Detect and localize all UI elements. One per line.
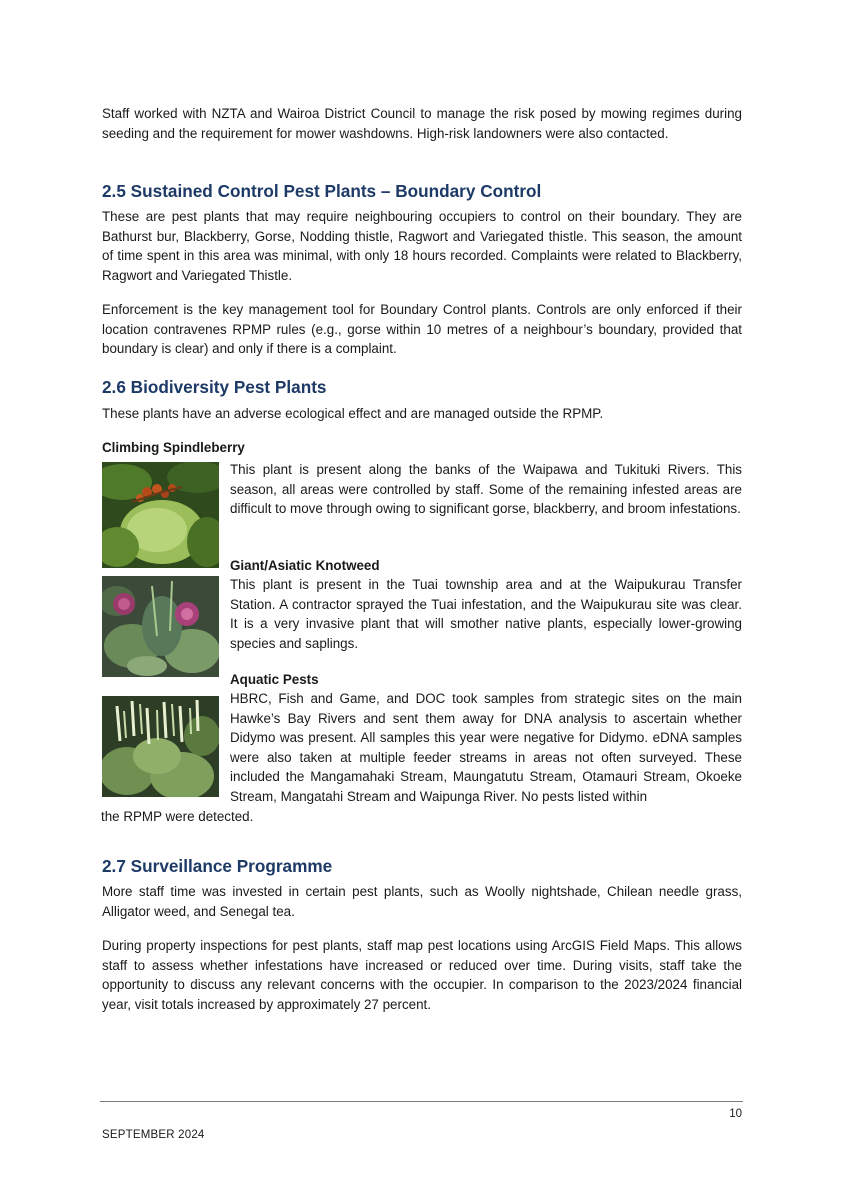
spindleberry-text: This plant is present along the banks of the Waipawa and Tukituki Rivers. This season, all areas were controlled by staff. Some of the remaining infested areas are difficult to move through owing to significant gorse, blackberry, and broom infestations. [230,462,742,517]
page-number: 10 [729,1108,742,1120]
aquatic-text-continued-block [102,807,742,827]
section-2-5 [102,180,742,202]
footer-date: SEPTEMBER 2024 [102,1129,205,1141]
aquatic-title: Aquatic Pests [230,672,319,687]
knotweed-text-block [230,575,742,653]
aquatic-photo [102,696,219,797]
section-2-5-paragraph-1: These are pest plants that may require neighbouring occupiers to control on their boundary. They are Bathurst bur, Blackberry, Gorse, Nodding thistle, Ragwort and Variegated thistle. This season, the amount of time spent in this area was minimal, with only 18 hours recorded. Complaints were related to Blackberry, Ragwort and Variegated Thistle. [102,209,742,283]
aquatic-text: HBRC, Fish and Game, and DOC took samples from strategic sites on the main Hawke’s Bay Rivers and sent them away for DNA analysis to ascertain whether Didymo was present. All samples this year were negative for Didymo. eDNA samples were also taken at multiple feeder streams in areas not often surveyed. These included the Mangamahaki Stream, Maungatutu Stream, Otamauri Stream, Okoeke Stream, Mangatahi Stream and Waipunga River. No pests listed within [230,691,742,804]
spindleberry-photo [102,462,219,568]
section-2-7-paragraph-1: More staff time was invested in certain pest plants, such as Woolly nightshade, Chilean needle grass, Alligator weed, and Senegal tea. [102,884,742,919]
section-2-5-body-2 [102,300,742,359]
section-2-7-body-2 [102,936,742,1014]
spindleberry-title: Climbing Spindleberry [102,440,245,455]
aquatic-title-block [230,670,742,690]
section-2-5-paragraph-2: Enforcement is the key management tool for Boundary Control plants. Controls are only enforced if their location contravenes RPMP rules (e.g., gorse within 10 metres of a neighbour’s boundary, provided that boundary is clear) and only if there is a complaint. [102,302,742,357]
section-2-6-intro [102,404,742,424]
aquatic-text-block [230,689,742,807]
spindleberry-text-block [230,460,742,519]
intro-paragraph: Staff worked with NZTA and Wairoa District Council to manage the risk posed by mowing regimes during seeding and the requirement for mower washdowns. High-risk landowners were also contacted. [102,106,742,141]
section-2-7-heading: 2.7 Surveillance Programme [102,856,333,876]
section-2-6 [102,376,742,398]
section-2-6-intro-paragraph: These plants have an adverse ecological effect and are managed outside the RPMP. [102,406,604,421]
knotweed-photo [102,576,219,677]
section-2-5-body [102,207,742,285]
section-2-5-heading: 2.5 Sustained Control Pest Plants – Boundary Control [102,181,542,201]
knotweed-title: Giant/Asiatic Knotweed [230,558,380,573]
section-2-7-paragraph-2: During property inspections for pest plants, staff map pest locations using ArcGIS Field Maps. This allows staff to assess whether infestations have increased or reduced over time. During visits, staff take the opportunity to discuss any relevant concerns with the occupier. In comparison to the 2023/2024 financial year, visit totals increased by approximately 27 percent. [102,938,742,1012]
aquatic-text-continued: the RPMP were detected. [101,809,254,824]
footer-divider [100,1101,743,1102]
section-2-7-body [102,882,742,921]
knotweed-text: This plant is present in the Tuai township area and at the Waipukurau Transfer Station. A contractor sprayed the Tuai infestation, and the Waipukurau site was clear. It is a very invasive plant that will smother native plants, especially lower-growing species and saplings. [230,577,742,651]
section-2-6-heading: 2.6 Biodiversity Pest Plants [102,377,327,397]
spindleberry-title-block [102,438,742,458]
knotweed-title-block [230,556,742,576]
section-2-7 [102,855,742,877]
intro-section [102,104,742,143]
